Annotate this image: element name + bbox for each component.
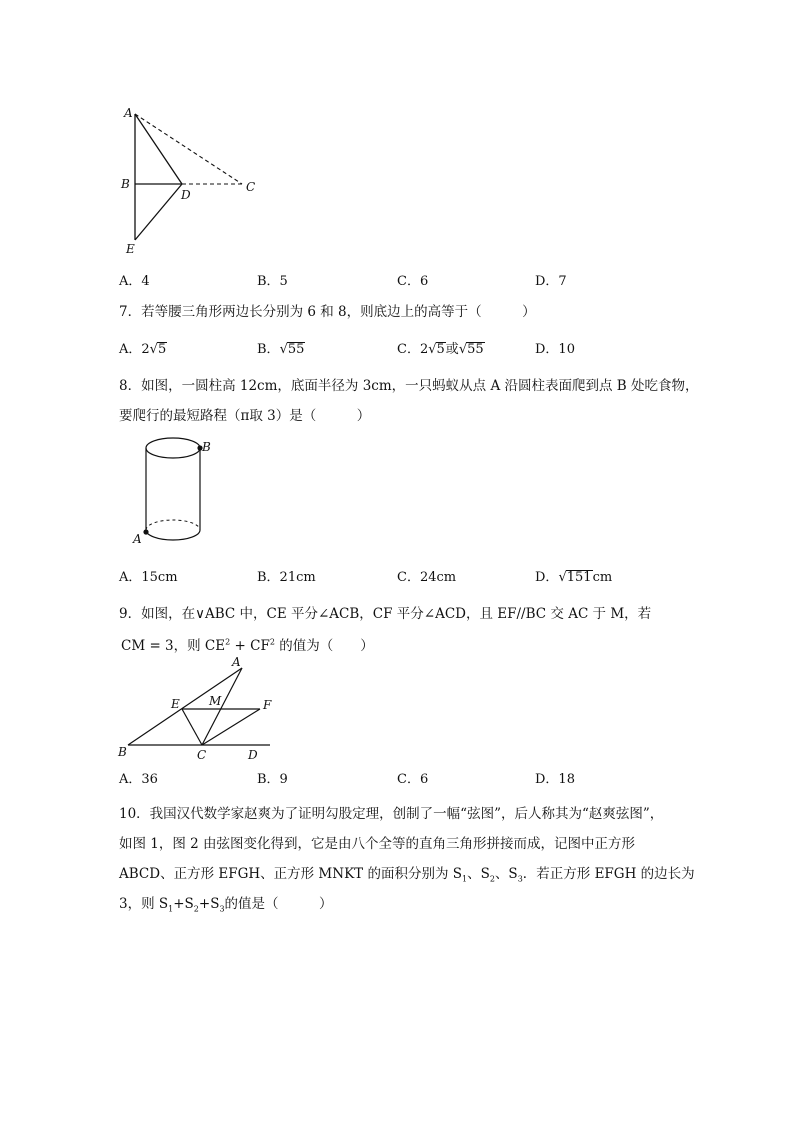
q7-option-b: B．√55	[257, 342, 305, 357]
label-M: M	[209, 694, 222, 708]
q7-option-a-prefix: A．2	[119, 342, 150, 357]
q7-option-c-radicand-1: 5	[436, 342, 445, 357]
q6-option-a: A．4	[119, 274, 150, 289]
q9-exponent-2: 2	[269, 637, 275, 647]
q6-figure	[110, 100, 270, 260]
segment-DE	[135, 184, 182, 240]
q10-line4-part-b: +S	[173, 896, 194, 912]
q10-line3-sub2: 2	[489, 874, 495, 884]
label-A: A	[232, 655, 241, 669]
q9-option-a: A．36	[119, 772, 158, 787]
q10-line4-part-a: 3，则 S	[119, 896, 169, 912]
q10-line4-sub3: 3	[219, 904, 225, 914]
q10-line4	[119, 892, 333, 914]
q10-line3-part-b: 、S	[467, 866, 490, 882]
label-C: C	[246, 180, 256, 194]
q10-line4-sub2: 2	[193, 904, 199, 914]
q8-cylinder-figure	[128, 432, 218, 548]
q7-option-c-or: 或	[445, 342, 459, 357]
q9-figure	[110, 654, 285, 764]
q7-option-b-radicand: 55	[287, 342, 305, 357]
q7-option-a-radicand: 5	[157, 342, 167, 357]
q9-stem-line2	[121, 634, 374, 654]
label-D: D	[181, 188, 191, 202]
label-E: E	[171, 697, 180, 711]
segment-AD	[135, 114, 182, 184]
q6-option-d: D．7	[535, 274, 567, 289]
q10-line4-part-d: 的值是（ ）	[224, 896, 333, 912]
segment-BA	[128, 668, 242, 745]
q9-stem-line2-part-b: + CF	[230, 638, 270, 654]
label-C: C	[197, 748, 207, 762]
q8-stem-line2: 要爬行的最短路程（π取 3）是（ ）	[119, 408, 371, 424]
q7-option-c-prefix: C．2	[397, 342, 429, 357]
q7-option-c: C．2√5或√55	[397, 342, 484, 357]
cylinder-top	[146, 438, 200, 458]
q10-line3-part-a: ABCD、正方形 EFGH、正方形 MNKT 的面积分别为 S	[119, 866, 462, 882]
cylinder-bottom-front	[146, 530, 200, 540]
q8-stem-line1: 8．如图，一圆柱高 12cm，底面半径为 3cm，一只蚂蚁从点 A 沿圆柱表面爬到点 B 处吃食物，	[119, 378, 699, 394]
q10-line3-sub3: 3	[517, 874, 523, 884]
q8-option-d-unit: cm	[592, 570, 613, 585]
segment-AC-dashed	[135, 114, 242, 184]
q10-line3-part-d: ．若正方形 EFGH 的边长为	[522, 866, 695, 882]
q8-option-d-radicand: 151	[566, 570, 592, 585]
q9-option-d: D．18	[535, 772, 575, 787]
q6-option-b: B．5	[257, 274, 288, 289]
q9-option-b: B．9	[257, 772, 288, 787]
q10-line4-part-c: +S	[198, 896, 220, 912]
q10-line2: 如图 1，图 2 由弦图变化得到，它是由八个全等的直角三角形拼接而成，记图中正方形	[119, 836, 636, 852]
q8-option-d-prefix: D．	[535, 570, 559, 585]
q8-option-d: D．√151cm	[535, 570, 613, 585]
segment-EC	[182, 709, 202, 745]
q6-option-c: C．6	[397, 274, 429, 289]
q7-option-a: A．2√5	[119, 342, 167, 357]
q9-stem-line2-part-a: CM = 3，则 CE	[121, 638, 226, 654]
label-B: B	[118, 745, 127, 759]
q10-line3-part-c: 、S	[494, 866, 518, 882]
cylinder-bottom-back	[146, 520, 200, 530]
q9-option-c: C．6	[397, 772, 429, 787]
q10-line3	[119, 862, 695, 884]
label-B: B	[121, 177, 130, 191]
q10-line1: 10．我国汉代数学家赵爽为了证明勾股定理，创制了一幅“弦图”，后人称其为“赵爽弦图”，	[119, 806, 664, 822]
q9-exponent-1: 2	[225, 637, 231, 647]
label-A: A	[124, 106, 133, 120]
label-A: A	[133, 532, 142, 546]
q9-stem-line1: 9．如图，在∨ABC 中，CE 平分∠ACB，CF 平分∠ACD，且 EF//BC 交 AC 于 M，若	[119, 606, 652, 622]
segment-AC	[202, 668, 242, 745]
q7-stem: 7．若等腰三角形两边长分别为 6 和 8，则底边上的高等于（ ）	[119, 304, 536, 320]
q8-option-a: A．15cm	[119, 570, 178, 585]
label-F: F	[263, 698, 272, 712]
q9-stem-line2-part-c: 的值为（ ）	[274, 638, 374, 654]
q7-option-b-prefix: B．	[257, 342, 280, 357]
label-D: D	[248, 748, 258, 762]
q10-line4-sub1: 1	[168, 904, 174, 914]
q8-option-b: B．21cm	[257, 570, 316, 585]
label-B: B	[202, 440, 211, 454]
q7-option-d: D．10	[535, 342, 575, 357]
q8-option-c: C．24cm	[397, 570, 457, 585]
q7-option-c-radicand-2: 55	[467, 342, 484, 357]
q10-line3-sub1: 1	[462, 874, 468, 884]
label-E: E	[126, 242, 135, 256]
point-A	[143, 529, 148, 534]
